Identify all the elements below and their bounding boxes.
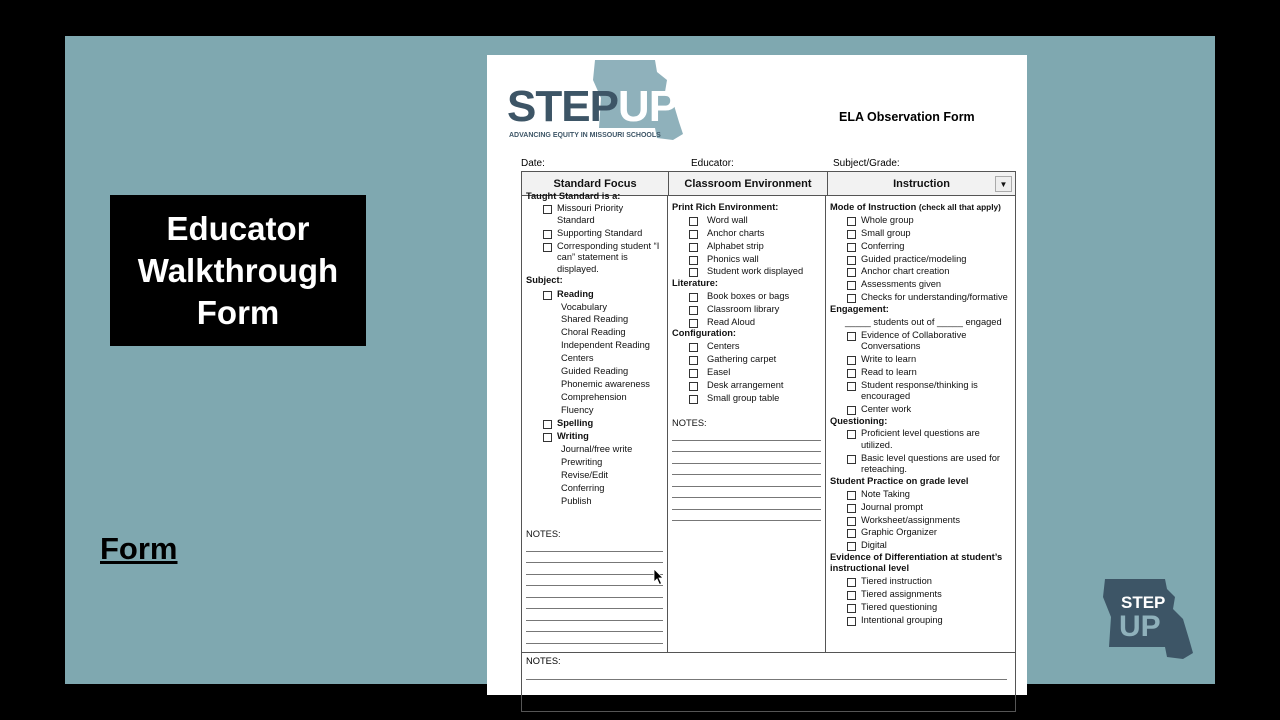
- checklist-item[interactable]: Read Aloud: [672, 317, 821, 329]
- header-standard-focus: Standard Focus: [522, 172, 669, 195]
- checklist-item[interactable]: Classroom library: [672, 304, 821, 316]
- notes-line[interactable]: [672, 510, 821, 522]
- notes-line[interactable]: [526, 632, 663, 644]
- checklist-item[interactable]: Corresponding student “I can” statement is displayed.: [526, 241, 663, 276]
- checkbox[interactable]: [847, 369, 856, 378]
- notes-line[interactable]: [526, 552, 663, 564]
- section-heading: Subject:: [526, 275, 563, 286]
- section-heading: Student Practice on grade level: [830, 475, 969, 486]
- checkbox[interactable]: [543, 420, 552, 429]
- list-item: Journal/free write: [561, 443, 633, 454]
- checklist-item[interactable]: Supporting Standard: [526, 228, 663, 240]
- checkbox[interactable]: [689, 217, 698, 226]
- checklist-item[interactable]: Word wall: [672, 215, 821, 227]
- notes-label: NOTES:: [526, 529, 561, 540]
- checklist-item[interactable]: Spelling: [526, 418, 663, 430]
- checklist-item[interactable]: Read to learn: [830, 367, 1009, 379]
- checkbox[interactable]: [689, 230, 698, 239]
- checkbox[interactable]: [689, 268, 698, 277]
- checkbox[interactable]: [689, 343, 698, 352]
- notes-line[interactable]: [672, 487, 821, 499]
- list-item: Choral Reading: [561, 327, 626, 338]
- checklist-item[interactable]: Centers: [672, 341, 821, 353]
- checkbox[interactable]: [847, 591, 856, 600]
- checklist-item[interactable]: Anchor charts: [672, 228, 821, 240]
- logo-word-up: UP: [617, 82, 678, 131]
- checklist-item[interactable]: Student work displayed: [672, 266, 821, 278]
- section-heading: Configuration:: [672, 328, 737, 339]
- checkbox[interactable]: [847, 504, 856, 513]
- bottom-notes-section: [521, 651, 1016, 712]
- checkbox[interactable]: [847, 455, 856, 464]
- engagement-count-line[interactable]: _____ students out of _____ engaged: [845, 316, 1002, 327]
- list-item: Vocabulary: [561, 301, 607, 312]
- notes-line[interactable]: [526, 621, 663, 633]
- notes-line[interactable]: [672, 429, 821, 441]
- section-note: (check all that apply): [918, 202, 1001, 212]
- checkbox[interactable]: [847, 382, 856, 391]
- notes-line[interactable]: [526, 540, 663, 552]
- checklist-item[interactable]: Missouri Priority Standard: [526, 203, 663, 226]
- list-item: Comprehension: [561, 391, 627, 402]
- notes-label: NOTES:: [672, 418, 707, 429]
- checklist-item[interactable]: Whole group: [830, 215, 1009, 227]
- notes-line[interactable]: [672, 452, 821, 464]
- list-item: Prewriting: [561, 456, 603, 467]
- date-label: Date:: [521, 158, 545, 169]
- notes-line[interactable]: [526, 609, 663, 621]
- checkbox[interactable]: [847, 268, 856, 277]
- list-item: Conferring: [561, 482, 605, 493]
- checklist-item[interactable]: Student response/thinking is encouraged: [830, 380, 1009, 403]
- list-item: Centers: [561, 353, 594, 364]
- checkbox[interactable]: [847, 243, 856, 252]
- checklist-item[interactable]: Anchor chart creation: [830, 266, 1009, 278]
- form-title: ELA Observation Form: [839, 110, 975, 124]
- stepup-logo: [507, 58, 682, 142]
- checkbox[interactable]: [689, 356, 698, 365]
- slide: [65, 36, 1215, 684]
- chevron-down-icon[interactable]: ▼: [995, 176, 1012, 192]
- standard-focus-column: [522, 190, 668, 652]
- checklist-item[interactable]: Center work: [830, 404, 1009, 416]
- checklist-item[interactable]: Writing: [526, 431, 663, 443]
- notes-line[interactable]: [526, 679, 1007, 680]
- checklist-item[interactable]: Tiered assignments: [830, 589, 1009, 601]
- corner-logo-step: STEP: [1121, 593, 1166, 612]
- checklist-item[interactable]: Small group: [830, 228, 1009, 240]
- checklist-item[interactable]: Journal prompt: [830, 502, 1009, 514]
- checkbox[interactable]: [847, 542, 856, 551]
- logo-word-step: STEP: [507, 82, 618, 131]
- section-heading: Print Rich Environment:: [672, 202, 779, 212]
- notes-label: NOTES:: [526, 656, 561, 666]
- notes-line[interactable]: [672, 441, 821, 453]
- section-heading: Taught Standard is a:: [526, 190, 621, 201]
- checklist-item[interactable]: Small group table: [672, 393, 821, 405]
- checkbox[interactable]: [847, 406, 856, 415]
- notes-line[interactable]: [526, 598, 663, 610]
- notes-line[interactable]: [526, 586, 663, 598]
- checkbox[interactable]: [847, 491, 856, 500]
- checklist-item[interactable]: Tiered instruction: [830, 576, 1009, 588]
- checkbox[interactable]: [847, 230, 856, 239]
- list-item: Fluency: [561, 404, 594, 415]
- checkbox[interactable]: [689, 369, 698, 378]
- corner-logo-up: UP: [1119, 610, 1161, 643]
- checkbox[interactable]: [847, 294, 856, 303]
- list-item: Phonemic awareness: [561, 378, 650, 389]
- subject-grade-label: Subject/Grade:: [833, 158, 900, 169]
- checkbox[interactable]: [543, 243, 552, 252]
- checklist-item[interactable]: Conferring: [830, 241, 1009, 253]
- checklist-item[interactable]: Evidence of Collaborative Conversations: [830, 330, 1009, 353]
- checkbox[interactable]: [847, 281, 856, 290]
- checkbox[interactable]: [689, 319, 698, 328]
- checkbox[interactable]: [689, 382, 698, 391]
- form-link[interactable]: Form: [100, 531, 178, 566]
- slide-title-line: Walkthrough: [137, 251, 339, 289]
- checklist-item[interactable]: Easel: [672, 367, 821, 379]
- list-item: Shared Reading: [561, 314, 629, 325]
- section-heading: Literature:: [672, 277, 718, 288]
- classroom-environment-column: [668, 196, 826, 652]
- checkbox[interactable]: [543, 205, 552, 214]
- notes-line[interactable]: [672, 498, 821, 510]
- slide-title-box: [110, 195, 366, 346]
- checklist-item[interactable]: Reading: [526, 289, 663, 301]
- section-heading: Evidence of Differentiation at student’s instructional level: [830, 551, 1003, 574]
- checklist-item[interactable]: Phonics wall: [672, 254, 821, 266]
- checklist-item[interactable]: Tiered questioning: [830, 602, 1009, 614]
- checklist-item[interactable]: Worksheet/assignments: [830, 515, 1009, 527]
- checkbox[interactable]: [689, 395, 698, 404]
- list-item: Independent Reading: [561, 340, 650, 351]
- checklist-item[interactable]: Guided practice/modeling: [830, 254, 1009, 266]
- educator-label: Educator:: [691, 158, 734, 169]
- notes-line[interactable]: [672, 475, 821, 487]
- section-heading: Questioning:: [830, 415, 888, 426]
- slide-title-line: Form: [196, 293, 280, 331]
- list-item: Revise/Edit: [561, 469, 609, 480]
- checkbox[interactable]: [847, 517, 856, 526]
- checklist-item[interactable]: Alphabet strip: [672, 241, 821, 253]
- checkbox[interactable]: [847, 256, 856, 265]
- corner-logo: [1103, 577, 1195, 661]
- header-classroom-environment: Classroom Environment: [669, 172, 828, 195]
- logo-tagline: ADVANCING EQUITY IN MISSOURI SCHOOLS: [509, 132, 661, 139]
- checkbox[interactable]: [689, 256, 698, 265]
- checkbox[interactable]: [847, 578, 856, 587]
- checklist-item[interactable]: Intentional grouping: [830, 615, 1009, 627]
- checklist-item[interactable]: Write to learn: [830, 354, 1009, 366]
- checklist-item[interactable]: Note Taking: [830, 489, 1009, 501]
- checklist-item[interactable]: Book boxes or bags: [672, 291, 821, 303]
- section-heading: Engagement:: [830, 303, 889, 314]
- checkbox[interactable]: [847, 430, 856, 439]
- notes-line[interactable]: [526, 563, 663, 575]
- checkbox[interactable]: [543, 230, 552, 239]
- checkbox[interactable]: [689, 293, 698, 302]
- observation-table: [521, 171, 1016, 653]
- section-heading: Mode of Instruction: [830, 202, 917, 212]
- notes-line[interactable]: [526, 575, 663, 587]
- notes-line[interactable]: [672, 464, 821, 476]
- list-item: Publish: [561, 495, 592, 506]
- checklist-item[interactable]: Digital: [830, 540, 1009, 552]
- checkbox[interactable]: [847, 217, 856, 226]
- checkbox[interactable]: [847, 356, 856, 365]
- checkbox[interactable]: [847, 529, 856, 538]
- checkbox[interactable]: [847, 617, 856, 626]
- checkbox[interactable]: [847, 604, 856, 613]
- checklist-item[interactable]: Gathering carpet: [672, 354, 821, 366]
- header-instruction: Instruction: [893, 177, 950, 190]
- checklist-item[interactable]: Assessments given: [830, 279, 1009, 291]
- observation-form-document: [487, 55, 1027, 695]
- checklist-item[interactable]: Basic level questions are used for reteaching.: [830, 453, 1009, 476]
- checkbox[interactable]: [543, 291, 552, 300]
- list-item: Guided Reading: [561, 366, 629, 377]
- checkbox[interactable]: [689, 243, 698, 252]
- checklist-item[interactable]: Checks for understanding/formative: [830, 292, 1009, 304]
- checklist-item[interactable]: Proficient level questions are utilized.: [830, 428, 1009, 451]
- slide-title-line: Educator: [166, 209, 310, 247]
- checkbox[interactable]: [689, 306, 698, 315]
- checklist-item[interactable]: Graphic Organizer: [830, 527, 1009, 539]
- checkbox[interactable]: [543, 433, 552, 442]
- mouse-pointer-icon: [653, 568, 665, 586]
- checkbox[interactable]: [847, 332, 856, 341]
- instruction-column: [826, 196, 1013, 652]
- checklist-item[interactable]: Desk arrangement: [672, 380, 821, 392]
